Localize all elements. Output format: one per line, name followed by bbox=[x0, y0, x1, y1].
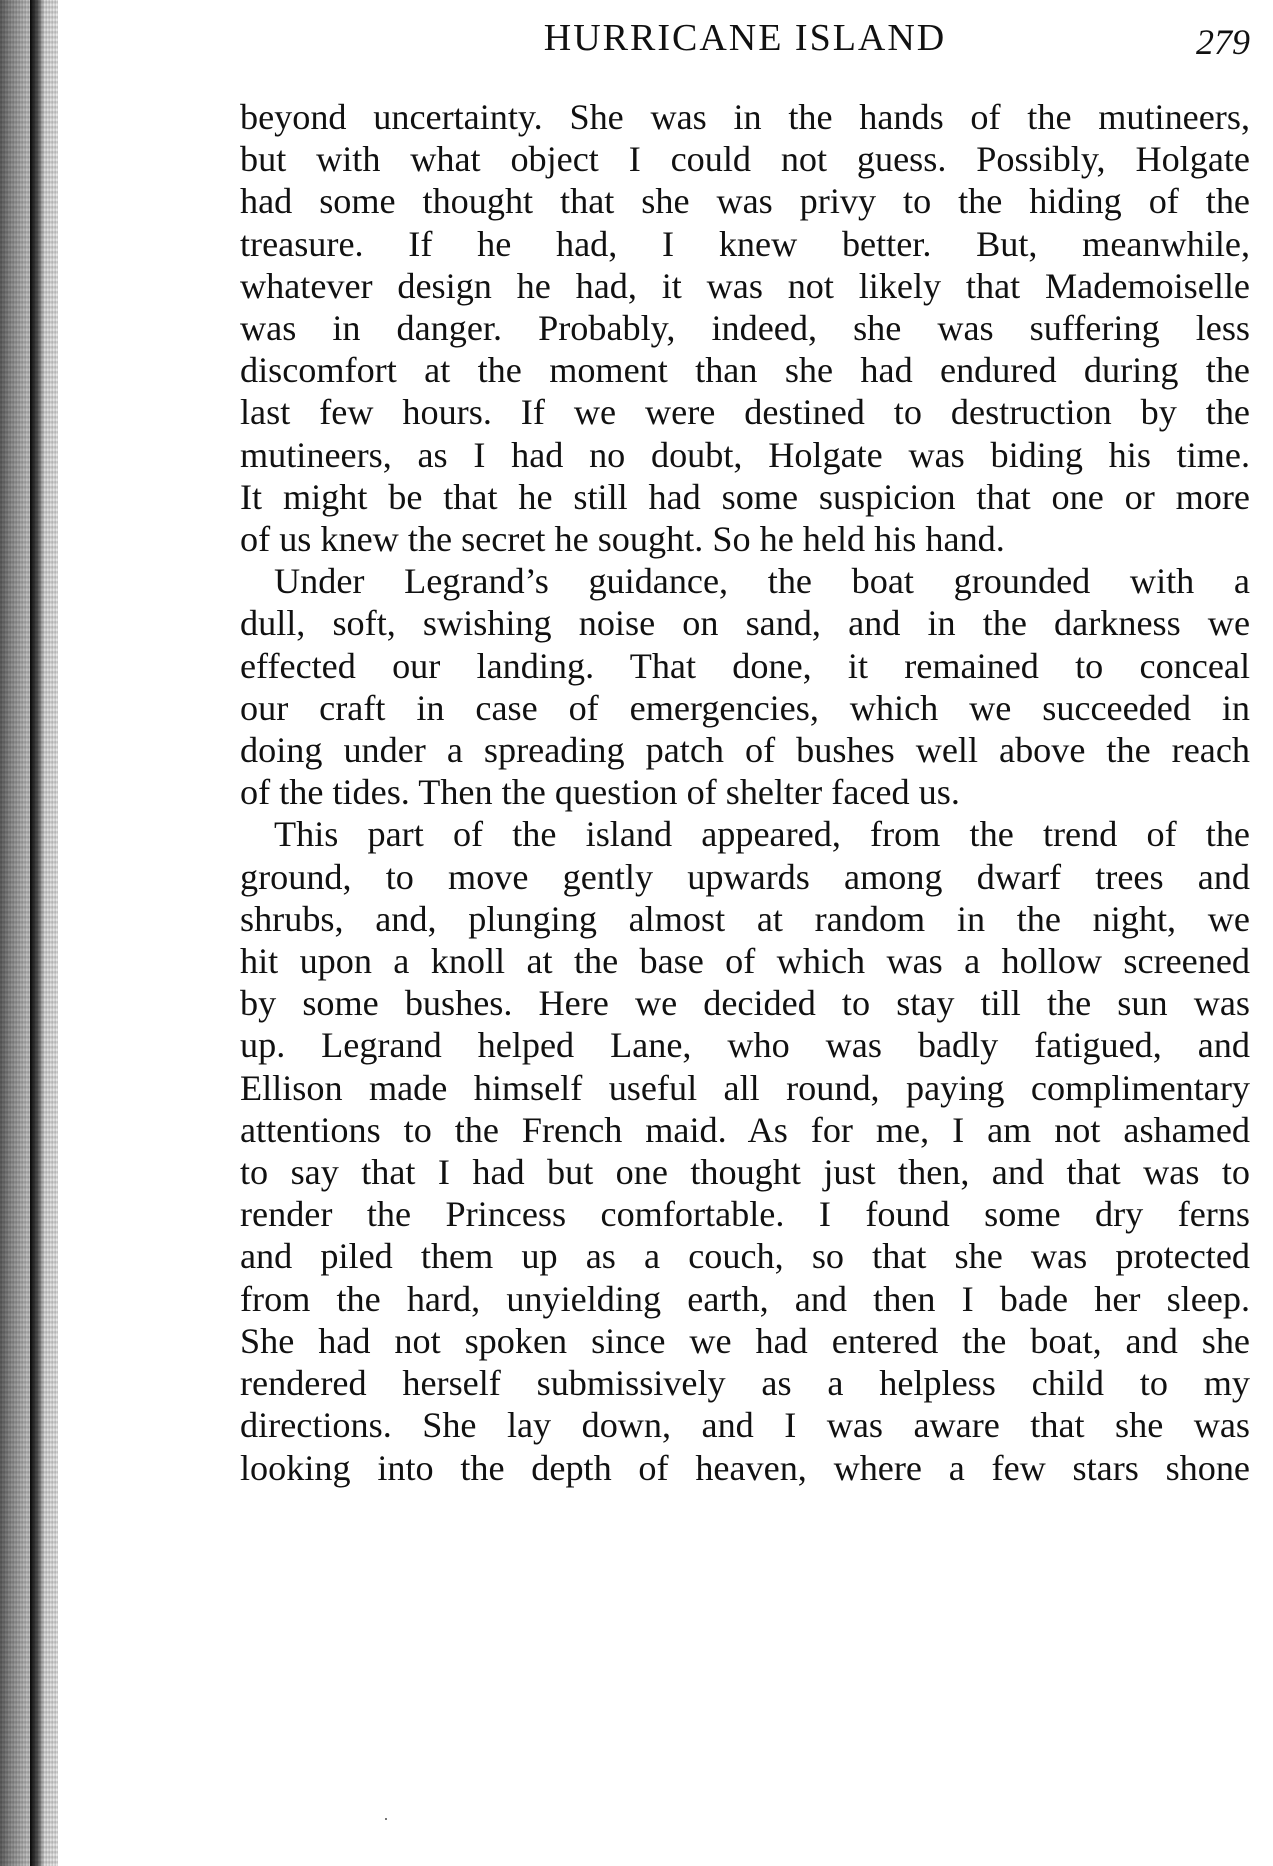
text-line: Under Legrand’s guidance, the boat grounded with a bbox=[274, 561, 1250, 602]
text-line: It might be that he still had some suspicion that one or more bbox=[240, 476, 1250, 517]
text-line: mutineers, as I had no doubt, Holgate was biding his time. bbox=[240, 434, 1250, 475]
text-line: last few hours. If we were destined to destruction by the bbox=[240, 392, 1250, 433]
text-line: This part of the island appeared, from the trend of the bbox=[274, 814, 1250, 855]
text-line: shrubs, and, plunging almost at random in the night, we bbox=[240, 898, 1250, 939]
text-line: doing under a spreading patch of bushes well above the reach bbox=[240, 730, 1250, 771]
text-line: of the tides. Then the question of shelter faced us. bbox=[240, 772, 960, 813]
text-line: dull, soft, swishing noise on sand, and in the darkness we bbox=[240, 603, 1250, 644]
text-line: by some bushes. Here we decided to stay till the sun was bbox=[240, 983, 1250, 1024]
text-line: looking into the depth of heaven, where a few stars shone bbox=[240, 1447, 1250, 1488]
paragraph-3 bbox=[240, 813, 1250, 1488]
text-body bbox=[240, 96, 1250, 1489]
text-line: from the hard, unyielding earth, and then I bade her sleep. bbox=[240, 1278, 1250, 1319]
page-number: 279 bbox=[1196, 22, 1250, 62]
text-line: of us knew the secret he sought. So he held his hand. bbox=[240, 519, 1005, 560]
text-line: attentions to the French maid. As for me, I am not ashamed bbox=[240, 1109, 1250, 1150]
text-line: up. Legrand helped Lane, who was badly fatigued, and bbox=[240, 1025, 1250, 1066]
text-line: discomfort at the moment than she had endured during the bbox=[240, 350, 1250, 391]
paragraph-2 bbox=[240, 560, 1250, 813]
text-line: but with what object I could not guess. Possibly, Holgate bbox=[240, 139, 1250, 180]
text-line: Ellison made himself useful all round, paying complimentary bbox=[240, 1067, 1250, 1108]
text-line: was in danger. Probably, indeed, she was suffering less bbox=[240, 308, 1250, 349]
text-line: effected our landing. That done, it remained to conceal bbox=[240, 645, 1250, 686]
text-line: and piled them up as a couch, so that she was protected bbox=[240, 1236, 1250, 1277]
book-binding-edge bbox=[0, 0, 58, 1866]
print-speck bbox=[385, 1818, 387, 1820]
running-title: HURRICANE ISLAND bbox=[543, 17, 947, 59]
text-line: treasure. If he had, I knew better. But, meanwhile, bbox=[240, 223, 1250, 264]
paragraph-1 bbox=[240, 96, 1250, 560]
text-line: beyond uncertainty. She was in the hands of the mutineers, bbox=[240, 97, 1250, 137]
text-line: had some thought that she was privy to the hiding of the bbox=[240, 181, 1250, 222]
text-line: to say that I had but one thought just then, and that was to bbox=[240, 1152, 1250, 1193]
text-line: hit upon a knoll at the base of which was a hollow screened bbox=[240, 941, 1250, 982]
text-line: render the Princess comfortable. I found some dry ferns bbox=[240, 1194, 1250, 1235]
text-line: directions. She lay down, and I was aware that she was bbox=[240, 1405, 1250, 1446]
text-line: our craft in case of emergencies, which we succeeded in bbox=[240, 687, 1250, 728]
text-line: rendered herself submissively as a helpless child to my bbox=[240, 1363, 1250, 1404]
text-line: whatever design he had, it was not likely that Mademoiselle bbox=[240, 265, 1250, 306]
text-line: ground, to move gently upwards among dwarf trees and bbox=[240, 856, 1250, 897]
running-head bbox=[240, 10, 1250, 70]
book-gutter-shadow bbox=[30, 0, 44, 1866]
text-line: She had not spoken since we had entered the boat, and she bbox=[240, 1320, 1250, 1361]
